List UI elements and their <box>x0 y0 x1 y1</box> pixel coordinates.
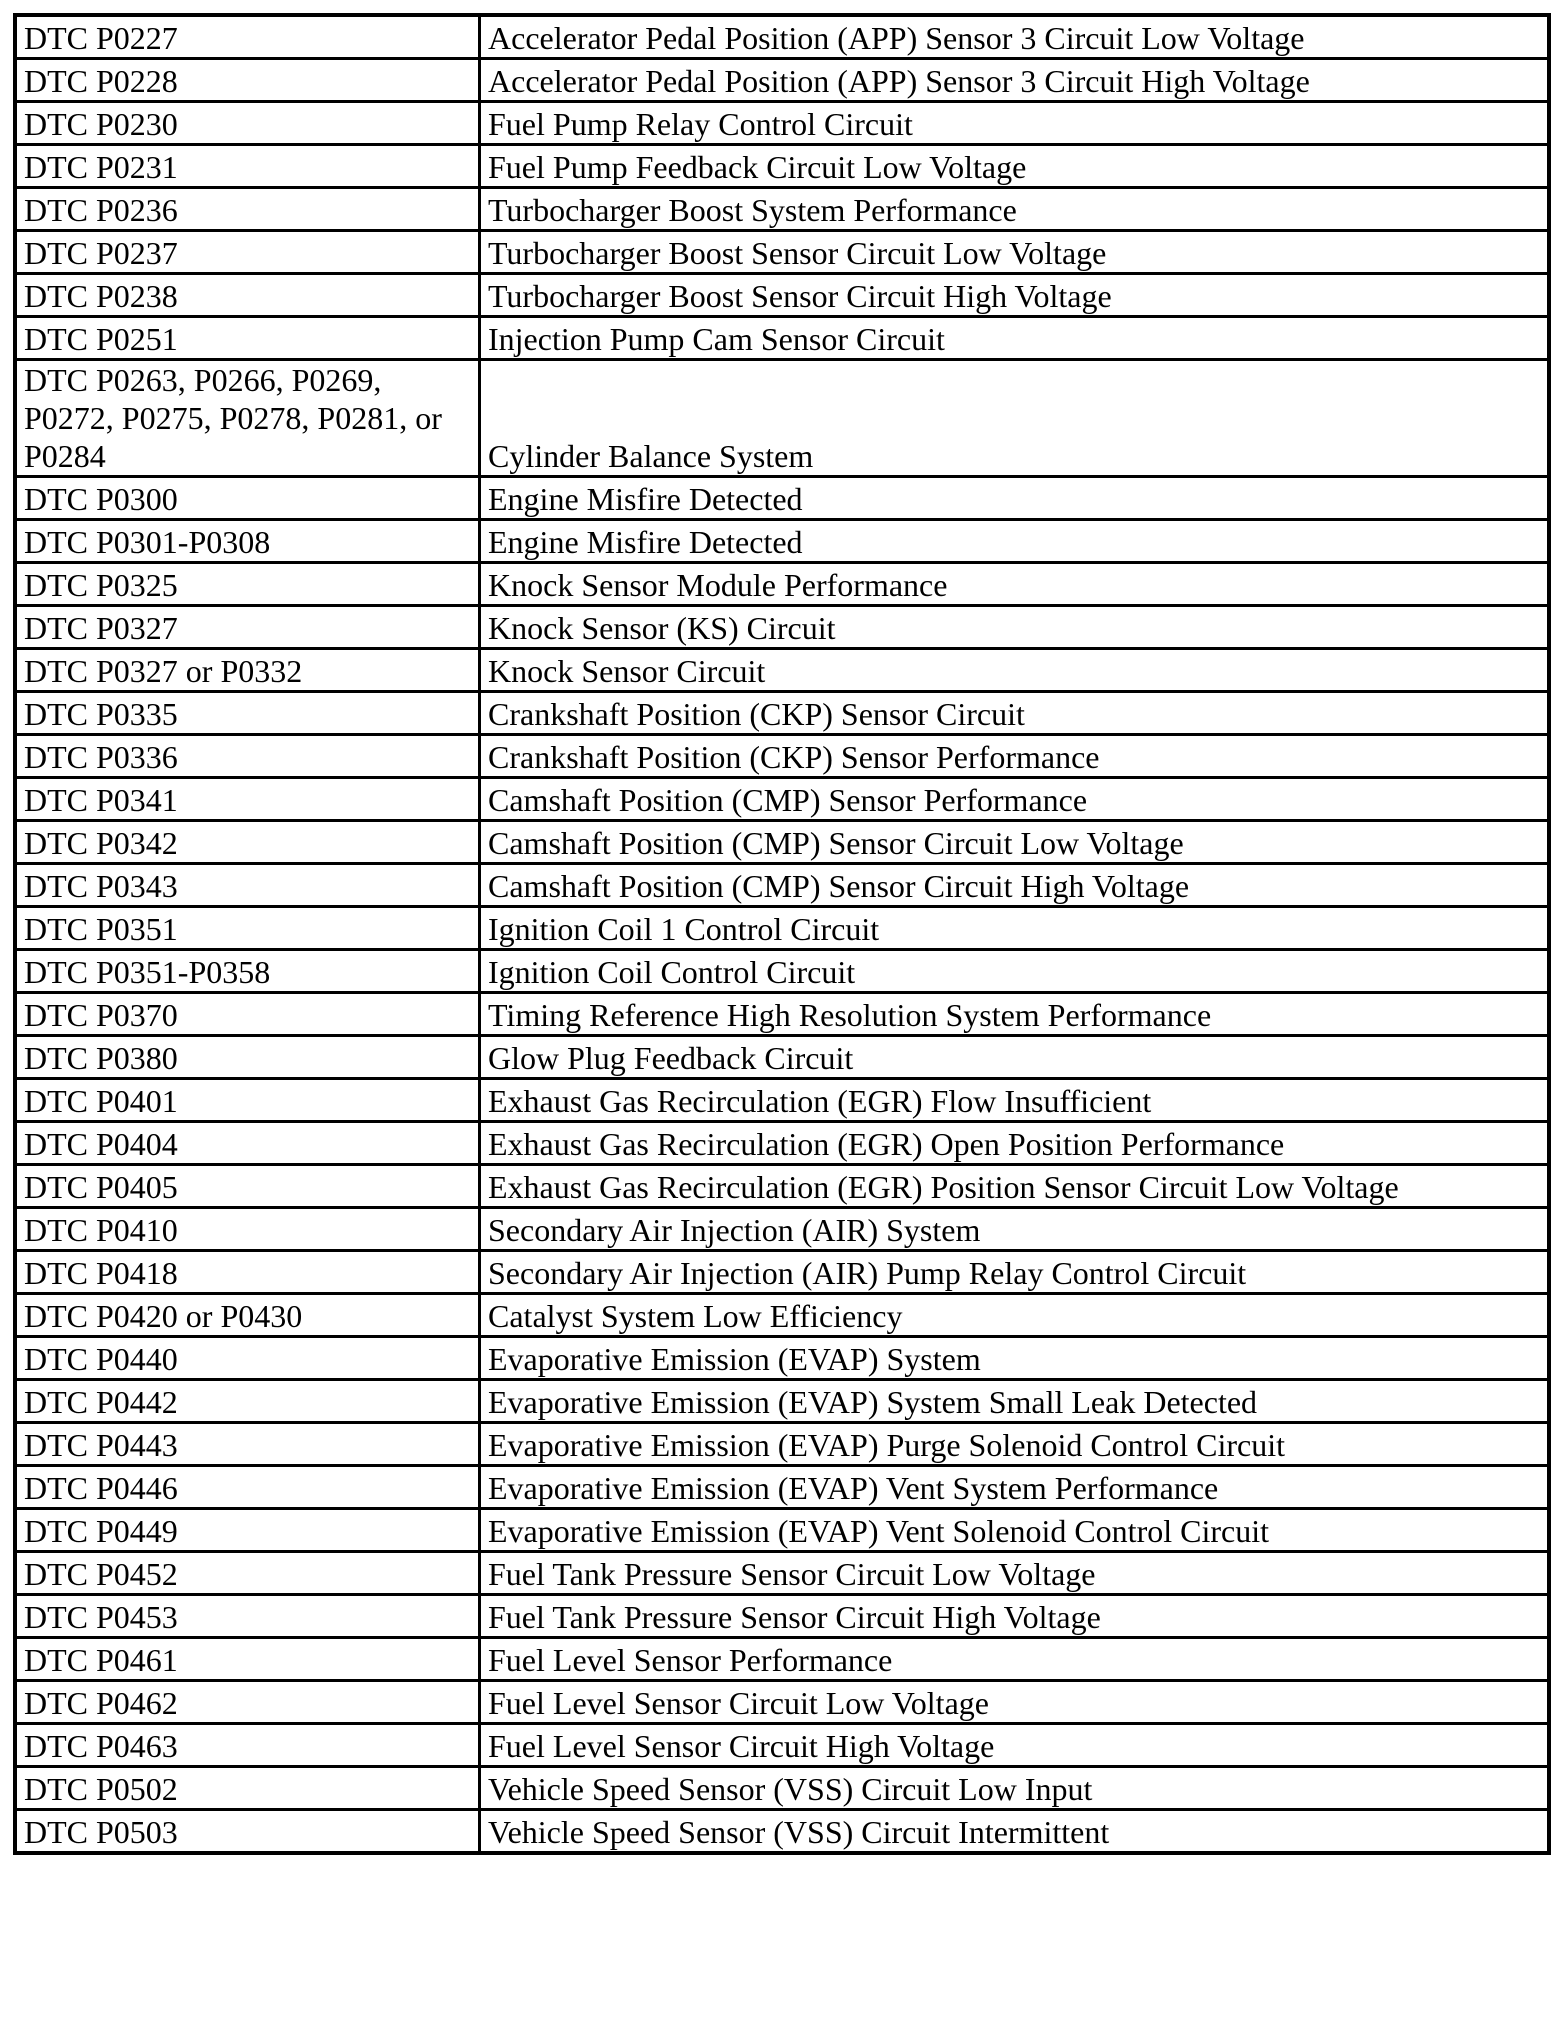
table-row <box>15 1122 1549 1165</box>
dtc-code-cell: DTC P0440 <box>15 1337 480 1380</box>
dtc-description-cell: Ignition Coil 1 Control Circuit <box>480 907 1550 950</box>
dtc-code-cell: DTC P0404 <box>15 1122 480 1165</box>
dtc-code-cell: DTC P0351 <box>15 907 480 950</box>
table-row <box>15 1036 1549 1079</box>
table-row <box>15 59 1549 102</box>
dtc-code-cell: DTC P0300 <box>15 477 480 520</box>
table-row <box>15 1724 1549 1767</box>
table-row <box>15 1509 1549 1552</box>
dtc-code-cell: DTC P0443 <box>15 1423 480 1466</box>
dtc-code-cell: DTC P0238 <box>15 274 480 317</box>
table-row <box>15 1294 1549 1337</box>
dtc-description-cell: Crankshaft Position (CKP) Sensor Performance <box>480 735 1550 778</box>
dtc-description-cell: Camshaft Position (CMP) Sensor Performance <box>480 778 1550 821</box>
dtc-description-cell: Fuel Pump Feedback Circuit Low Voltage <box>480 145 1550 188</box>
dtc-code-cell: DTC P0461 <box>15 1638 480 1681</box>
table-row <box>15 145 1549 188</box>
dtc-description-cell: Knock Sensor Module Performance <box>480 563 1550 606</box>
dtc-code-cell: DTC P0502 <box>15 1767 480 1810</box>
table-row <box>15 1466 1549 1509</box>
table-row <box>15 1681 1549 1724</box>
dtc-description-cell: Crankshaft Position (CKP) Sensor Circuit <box>480 692 1550 735</box>
table-row <box>15 778 1549 821</box>
dtc-code-cell: DTC P0325 <box>15 563 480 606</box>
dtc-code-cell: DTC P0341 <box>15 778 480 821</box>
dtc-code-cell: DTC P0336 <box>15 735 480 778</box>
dtc-code-cell: DTC P0370 <box>15 993 480 1036</box>
dtc-description-cell: Fuel Level Sensor Performance <box>480 1638 1550 1681</box>
table-row <box>15 231 1549 274</box>
dtc-description-cell: Evaporative Emission (EVAP) System <box>480 1337 1550 1380</box>
dtc-code-cell: DTC P0420 or P0430 <box>15 1294 480 1337</box>
table-row <box>15 1079 1549 1122</box>
table-row <box>15 606 1549 649</box>
dtc-code-cell: DTC P0503 <box>15 1810 480 1854</box>
dtc-code-cell: DTC P0410 <box>15 1208 480 1251</box>
dtc-description-cell: Vehicle Speed Sensor (VSS) Circuit Intermittent <box>480 1810 1550 1854</box>
dtc-code-cell: DTC P0263, P0266, P0269, P0272, P0275, P0278, P0281, or P0284 <box>15 360 480 477</box>
dtc-description-cell: Turbocharger Boost System Performance <box>480 188 1550 231</box>
dtc-description-cell: Evaporative Emission (EVAP) Vent Solenoid Control Circuit <box>480 1509 1550 1552</box>
table-row <box>15 1251 1549 1294</box>
table-row <box>15 993 1549 1036</box>
table-row <box>15 1423 1549 1466</box>
dtc-code-cell: DTC P0227 <box>15 15 480 59</box>
dtc-description-cell: Evaporative Emission (EVAP) Purge Solenoid Control Circuit <box>480 1423 1550 1466</box>
dtc-code-cell: DTC P0453 <box>15 1595 480 1638</box>
dtc-code-cell: DTC P0327 <box>15 606 480 649</box>
dtc-description-cell: Evaporative Emission (EVAP) Vent System Performance <box>480 1466 1550 1509</box>
dtc-description-cell: Knock Sensor (KS) Circuit <box>480 606 1550 649</box>
dtc-code-cell: DTC P0449 <box>15 1509 480 1552</box>
table-row <box>15 15 1549 59</box>
dtc-description-cell: Exhaust Gas Recirculation (EGR) Flow Insufficient <box>480 1079 1550 1122</box>
table-row <box>15 1810 1549 1854</box>
dtc-description-cell: Injection Pump Cam Sensor Circuit <box>480 317 1550 360</box>
dtc-description-cell: Timing Reference High Resolution System Performance <box>480 993 1550 1036</box>
table-row <box>15 692 1549 735</box>
dtc-table-body <box>15 15 1549 1853</box>
dtc-code-cell: DTC P0462 <box>15 1681 480 1724</box>
dtc-code-cell: DTC P0301-P0308 <box>15 520 480 563</box>
dtc-code-cell: DTC P0343 <box>15 864 480 907</box>
dtc-code-cell: DTC P0446 <box>15 1466 480 1509</box>
dtc-code-cell: DTC P0401 <box>15 1079 480 1122</box>
dtc-code-cell: DTC P0463 <box>15 1724 480 1767</box>
dtc-code-cell: DTC P0251 <box>15 317 480 360</box>
dtc-description-cell: Accelerator Pedal Position (APP) Sensor 3 Circuit High Voltage <box>480 59 1550 102</box>
dtc-table <box>13 13 1551 1855</box>
table-row <box>15 821 1549 864</box>
dtc-description-cell: Fuel Tank Pressure Sensor Circuit High Voltage <box>480 1595 1550 1638</box>
table-row <box>15 1337 1549 1380</box>
dtc-code-cell: DTC P0452 <box>15 1552 480 1595</box>
dtc-description-cell: Exhaust Gas Recirculation (EGR) Position Sensor Circuit Low Voltage <box>480 1165 1550 1208</box>
table-row <box>15 188 1549 231</box>
dtc-description-cell: Knock Sensor Circuit <box>480 649 1550 692</box>
table-row <box>15 1208 1549 1251</box>
dtc-description-cell: Vehicle Speed Sensor (VSS) Circuit Low Input <box>480 1767 1550 1810</box>
dtc-code-cell: DTC P0442 <box>15 1380 480 1423</box>
dtc-code-cell: DTC P0228 <box>15 59 480 102</box>
dtc-description-cell: Glow Plug Feedback Circuit <box>480 1036 1550 1079</box>
dtc-code-cell: DTC P0351-P0358 <box>15 950 480 993</box>
table-row <box>15 907 1549 950</box>
dtc-description-cell: Fuel Pump Relay Control Circuit <box>480 102 1550 145</box>
table-row <box>15 1165 1549 1208</box>
table-row <box>15 1638 1549 1681</box>
dtc-description-cell: Accelerator Pedal Position (APP) Sensor 3 Circuit Low Voltage <box>480 15 1550 59</box>
table-row <box>15 1380 1549 1423</box>
table-row <box>15 360 1549 477</box>
dtc-code-cell: DTC P0236 <box>15 188 480 231</box>
dtc-description-cell: Exhaust Gas Recirculation (EGR) Open Position Performance <box>480 1122 1550 1165</box>
table-row <box>15 950 1549 993</box>
dtc-code-cell: DTC P0231 <box>15 145 480 188</box>
table-row <box>15 317 1549 360</box>
table-row <box>15 1595 1549 1638</box>
table-row <box>15 1767 1549 1810</box>
dtc-description-cell: Fuel Level Sensor Circuit High Voltage <box>480 1724 1550 1767</box>
dtc-description-cell: Fuel Level Sensor Circuit Low Voltage <box>480 1681 1550 1724</box>
table-row <box>15 274 1549 317</box>
dtc-code-cell: DTC P0327 or P0332 <box>15 649 480 692</box>
dtc-description-cell: Secondary Air Injection (AIR) System <box>480 1208 1550 1251</box>
dtc-code-cell: DTC P0237 <box>15 231 480 274</box>
dtc-code-cell: DTC P0230 <box>15 102 480 145</box>
dtc-code-cell: DTC P0380 <box>15 1036 480 1079</box>
dtc-description-cell: Cylinder Balance System <box>480 360 1550 477</box>
table-row <box>15 864 1549 907</box>
dtc-description-cell: Engine Misfire Detected <box>480 477 1550 520</box>
dtc-description-cell: Catalyst System Low Efficiency <box>480 1294 1550 1337</box>
dtc-code-cell: DTC P0342 <box>15 821 480 864</box>
dtc-code-cell: DTC P0418 <box>15 1251 480 1294</box>
dtc-code-cell: DTC P0335 <box>15 692 480 735</box>
dtc-description-cell: Engine Misfire Detected <box>480 520 1550 563</box>
dtc-description-cell: Turbocharger Boost Sensor Circuit Low Voltage <box>480 231 1550 274</box>
table-row <box>15 735 1549 778</box>
dtc-code-cell: DTC P0405 <box>15 1165 480 1208</box>
table-row <box>15 1552 1549 1595</box>
dtc-description-cell: Secondary Air Injection (AIR) Pump Relay Control Circuit <box>480 1251 1550 1294</box>
dtc-description-cell: Turbocharger Boost Sensor Circuit High Voltage <box>480 274 1550 317</box>
table-row <box>15 563 1549 606</box>
table-row <box>15 649 1549 692</box>
dtc-description-cell: Camshaft Position (CMP) Sensor Circuit Low Voltage <box>480 821 1550 864</box>
table-row <box>15 520 1549 563</box>
table-row <box>15 102 1549 145</box>
dtc-description-cell: Camshaft Position (CMP) Sensor Circuit High Voltage <box>480 864 1550 907</box>
dtc-description-cell: Evaporative Emission (EVAP) System Small Leak Detected <box>480 1380 1550 1423</box>
table-row <box>15 477 1549 520</box>
dtc-description-cell: Fuel Tank Pressure Sensor Circuit Low Voltage <box>480 1552 1550 1595</box>
dtc-description-cell: Ignition Coil Control Circuit <box>480 950 1550 993</box>
